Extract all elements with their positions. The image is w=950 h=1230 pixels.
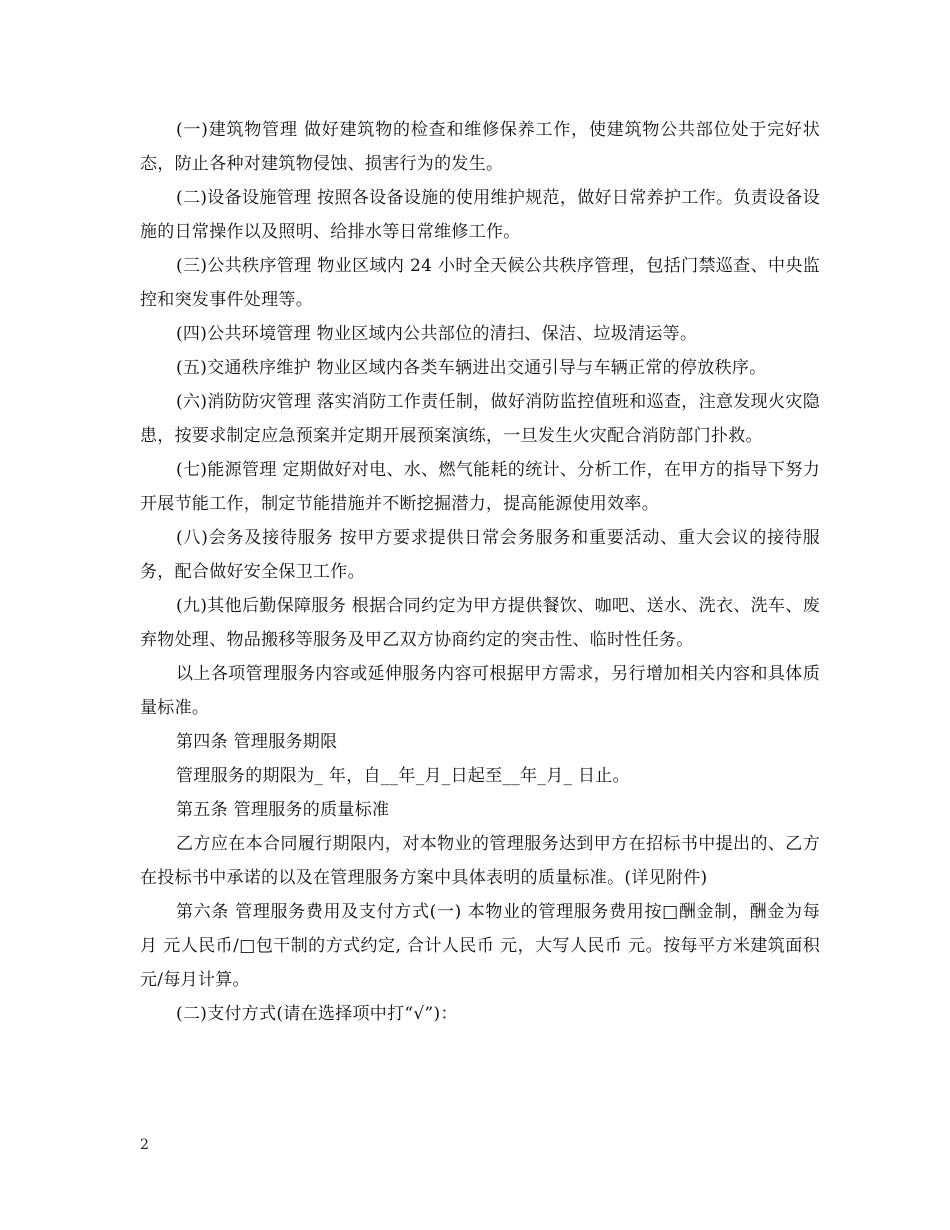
document-body <box>140 113 820 1031</box>
paragraph-article-6-fees: 第六条 管理服务费用及支付方式(一) 本物业的管理服务费用按□酬金制，酬金为每月 元人民币/□包干制的方式约定, 合计人民币 元，大写人民币 元。按每平方米建筑面积 元/每月计算。 <box>140 902 820 990</box>
paragraph-payment-method: (二)支付方式(请在选择项中打“√”)： <box>176 1004 458 1024</box>
paragraph-quality-standard: 乙方应在本合同履行期限内，对本物业的管理服务达到甲方在招标书中提出的、乙方在投标书中承诺的以及在管理服务方案中具体表明的质量标准。(详见附件) <box>140 834 820 888</box>
paragraph-public-environment: (四)公共环境管理 物业区域内公共部位的清扫、保洁、垃圾清运等。 <box>176 324 698 344</box>
paragraph-traffic-order: (五)交通秩序维护 物业区域内各类车辆进出交通引导与车辆正常的停放秩序。 <box>176 358 767 378</box>
paragraph-additional-services: 以上各项管理服务内容或延伸服务内容可根据甲方需求，另行增加相关内容和具体质量标准。 <box>140 664 820 718</box>
paragraph-service-term: 管理服务的期限为_ 年，自__年_月_日起至__年_月_ 日止。 <box>176 766 630 786</box>
paragraph-building-management: (一)建筑物管理 做好建筑物的检查和维修保养工作，使建筑物公共部位处于完好状态，防止各种对建筑物侵蚀、损害行为的发生。 <box>140 120 820 174</box>
heading-article-5: 第五条 管理服务的质量标准 <box>176 800 390 820</box>
paragraph-energy-management: (七)能源管理 定期做好对电、水、燃气能耗的统计、分析工作，在甲方的指导下努力开展节能工作，制定节能措施并不断挖掘潜力，提高能源使用效率。 <box>140 460 820 514</box>
page-number: 2 <box>140 1137 149 1153</box>
paragraph-equipment-management: (二)设备设施管理 按照各设备设施的使用维护规范，做好日常养护工作。负责设备设施的日常操作以及照明、给排水等日常维修工作。 <box>140 188 820 242</box>
paragraph-fire-prevention: (六)消防防灾管理 落实消防工作责任制，做好消防监控值班和巡查，注意发现火灾隐患，按要求制定应急预案并定期开展预案演练，一旦发生火灾配合消防部门扑救。 <box>140 392 820 446</box>
paragraph-public-order: (三)公共秩序管理 物业区域内 24 小时全天候公共秩序管理，包括门禁巡查、中央监控和突发事件处理等。 <box>140 256 820 310</box>
paragraph-other-logistics: (九)其他后勤保障服务 根据合同约定为甲方提供餐饮、咖吧、送水、洗衣、洗车、废弃物处理、物品搬移等服务及甲乙双方协商约定的突击性、临时性任务。 <box>140 596 820 650</box>
paragraph-conference-reception: (八)会务及接待服务 按甲方要求提供日常会务服务和重要活动、重大会议的接待服务，配合做好安全保卫工作。 <box>140 528 820 582</box>
heading-article-4: 第四条 管理服务期限 <box>176 732 338 752</box>
